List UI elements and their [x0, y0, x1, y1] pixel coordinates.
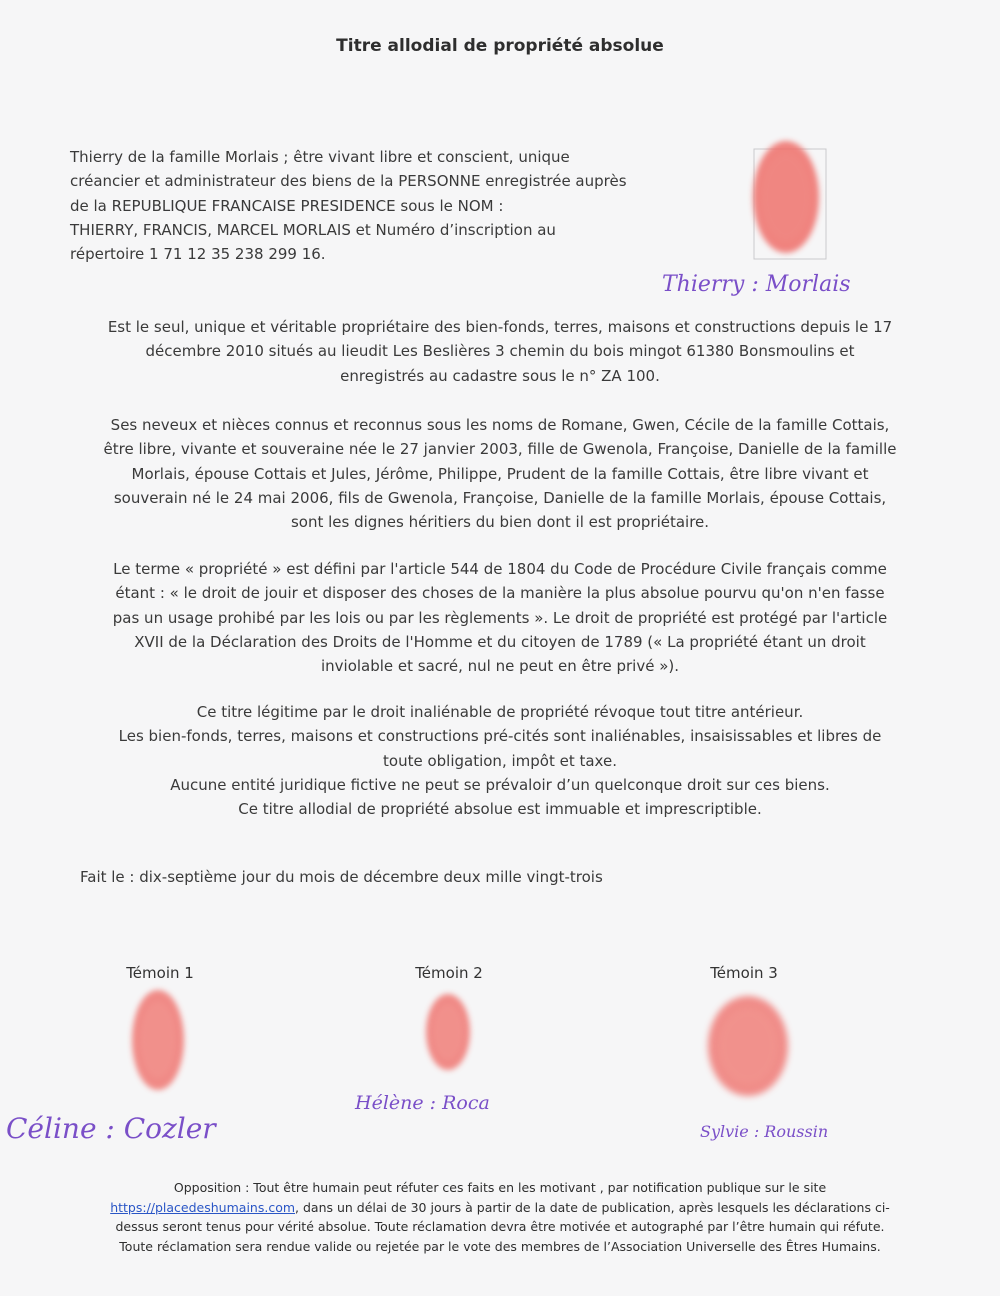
definition-paragraph: [55, 557, 945, 678]
document-title: Titre allodial de propriété absolue: [336, 36, 664, 56]
ownership-paragraph: [55, 315, 945, 388]
placedeshumains-link[interactable]: https://placedeshumains.com: [110, 1199, 296, 1215]
footer-line: dessus seront tenus pour vérité absolue. Toute réclamation devra être motivée et autographé par l’être humain qui réfute.: [115, 1219, 885, 1234]
footer-line-rest: , dans un délai de 30 jours à partir de la date de publication, après lesquels les déclarations ci-: [295, 1199, 890, 1215]
paragraph-line: enregistrés au cadastre sous le n° ZA 100.: [340, 366, 660, 385]
witness-1-fingerprint: [118, 985, 198, 1105]
paragraph-line: Est le seul, unique et véritable propriétaire des bien-fonds, terres, maisons et constructions depuis le 17: [107, 318, 893, 336]
paragraph-line: Ce titre légitime par le droit inaliénable de propriété révoque tout titre antérieur.: [196, 703, 804, 721]
paragraph-line: inviolable et sacré, nul ne peut en être privé »).: [320, 657, 679, 676]
identity-line: THIERRY, FRANCIS, MARCEL MORLAIS et Numéro d’inscription au: [70, 220, 556, 239]
witness-1-label: Témoin 1: [126, 964, 194, 982]
owner-fingerprint: [742, 135, 842, 265]
witness-1-signature: Céline : Cozler: [6, 1112, 216, 1145]
paragraph-line: Le terme « propriété » est défini par l'article 544 de 1804 du Code de Procédure Civile français comme: [113, 560, 887, 578]
identity-line: répertoire 1 71 12 35 238 299 16.: [70, 245, 326, 264]
paragraph-line: souverain né le 24 mai 2006, fils de Gwenola, Françoise, Danielle de la famille Morlais, épouse Cottais,: [113, 488, 887, 507]
paragraph-line: pas un usage prohibé par les lois ou par les règlements ». Le droit de propriété est protégé par l'article: [112, 608, 888, 627]
witness-3-signature: Sylvie : Roussin: [700, 1122, 829, 1141]
revocation-paragraph: [55, 700, 945, 821]
footer-line: [40, 1198, 960, 1218]
paragraph-line: étant : « le droit de jouir et disposer des choses de la manière la plus absolue pourvu qu'on n'en fasse: [115, 584, 885, 603]
witness-2-label: Témoin 2: [415, 964, 483, 982]
signing-date: Fait le : dix-septième jour du mois de décembre deux mille vingt-trois: [80, 868, 603, 886]
paragraph-line: être libre, vivante et souveraine née le 27 janvier 2003, fille de Gwenola, Françoise, Danielle de la famille: [103, 440, 897, 459]
identity-block: [70, 145, 670, 266]
witness-2-signature: Hélène : Roca: [355, 1092, 490, 1114]
paragraph-line: Les bien-fonds, terres, maisons et constructions pré-cités sont inaliénables, insaisissables et libres de: [118, 727, 882, 746]
paragraph-line: Aucune entité juridique fictive ne peut se prévaloir d’un quelconque droit sur ces biens.: [170, 775, 830, 794]
paragraph-line: XVII de la Déclaration des Droits de l'Homme et du citoyen de 1789 (« La propriété étant un droit: [134, 632, 866, 651]
paragraph-line: Ce titre allodial de propriété absolue est immuable et imprescriptible.: [238, 800, 762, 819]
owner-signature: Thierry : Morlais: [662, 272, 851, 297]
witness-3-label: Témoin 3: [710, 964, 778, 982]
identity-line: Thierry de la famille Morlais ; être vivant libre et conscient, unique: [70, 148, 570, 166]
heirs-paragraph: [55, 413, 945, 534]
footer-line: Opposition : Tout être humain peut réfuter ces faits en les motivant , par notification publique sur le site: [173, 1180, 827, 1195]
footer-line: Toute réclamation sera rendue valide ou rejetée par le vote des membres de l’Association Universelle des Êtres Humains.: [119, 1238, 881, 1254]
identity-line: de la REPUBLIQUE FRANCAISE PRESIDENCE sous le NOM :: [70, 196, 504, 215]
identity-line: créancier et administrateur des biens de la PERSONNE enregistrée auprès: [70, 172, 627, 191]
opposition-notice: [40, 1178, 960, 1256]
paragraph-line: sont les dignes héritiers du bien dont il est propriétaire.: [290, 513, 710, 532]
paragraph-line: Morlais, épouse Cottais et Jules, Jérôme, Philippe, Prudent de la famille Cottais, être libre vivant et: [131, 464, 869, 483]
paragraph-line: Ses neveux et nièces connus et reconnus sous les noms de Romane, Gwen, Cécile de la famille Cottais,: [110, 416, 890, 434]
paragraph-line: décembre 2010 situés au lieudit Les Beslières 3 chemin du bois mingot 61380 Bonsmoulins et: [145, 342, 855, 361]
witness-2-fingerprint: [410, 990, 490, 1090]
paragraph-line: toute obligation, impôt et taxe.: [383, 751, 617, 770]
witness-3-fingerprint: [693, 990, 803, 1110]
